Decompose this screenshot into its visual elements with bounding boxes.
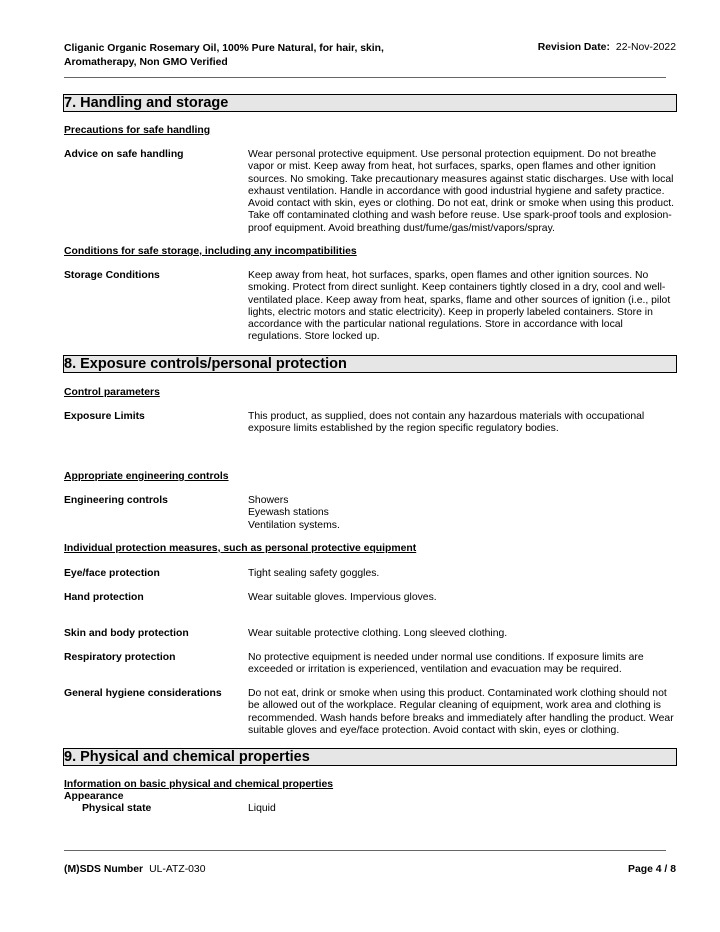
engineering-label: Engineering controls	[64, 495, 168, 506]
exposure-limits-label: Exposure Limits	[64, 411, 145, 422]
header-divider	[64, 77, 666, 78]
eye-protection-label: Eye/face protection	[64, 568, 160, 579]
basic-properties-heading: Information on basic physical and chemical properties	[64, 779, 334, 790]
product-title: Cliganic Organic Rosemary Oil, 100% Pure Natural, for hair, skin, Aromatherapy, Non GMO Verified	[64, 43, 384, 68]
conditions-heading: Conditions for safe storage, including any incompatibilities	[64, 246, 357, 257]
respiratory-protection-label: Respiratory protection	[64, 652, 176, 663]
engineering-item-eyewash: Eyewash stations	[248, 507, 329, 519]
engineering-list	[248, 495, 678, 532]
respiratory-protection-text: No protective equipment is needed under normal use conditions. If exposure limits are exceeded or irritation is experienced, ventilation and evacuation may be required.	[248, 652, 644, 676]
physical-state-value: Liquid	[248, 803, 276, 814]
exposure-limits-text: This product, as supplied, does not contain any hazardous materials with occupational exposure limits established by the region specific regulatory bodies.	[248, 411, 645, 435]
appearance-label: Appearance	[64, 791, 124, 802]
eye-protection-text: Tight sealing safety goggles.	[248, 568, 380, 579]
physical-state-label: Physical state	[82, 803, 152, 814]
sds-number	[64, 864, 206, 875]
footer-divider	[64, 850, 666, 851]
advice-label: Advice on safe handling	[64, 149, 184, 160]
hygiene-label: General hygiene considerations	[64, 688, 222, 699]
revision-date	[538, 42, 676, 53]
engineering-item-showers: Showers	[248, 495, 289, 506]
storage-label: Storage Conditions	[64, 270, 160, 281]
section-7-title: 7. Handling and storage	[63, 94, 677, 112]
engineering-heading: Appropriate engineering controls	[64, 471, 229, 482]
hand-protection-text: Wear suitable gloves. Impervious gloves.	[248, 592, 437, 603]
section-8-title: 8. Exposure controls/personal protection	[63, 355, 677, 373]
precautions-heading: Precautions for safe handling	[64, 125, 211, 136]
sds-number-value: UL-ATZ-030	[149, 864, 206, 875]
revision-date-value: 22-Nov-2022	[615, 42, 676, 53]
sds-number-label: (M)SDS Number	[64, 864, 144, 875]
section-9-title: 9. Physical and chemical properties	[63, 748, 677, 766]
hygiene-text: Do not eat, drink or smoke when using this product. Contaminated work clothing should not be allowed out of the workplace. Regular cleaning of equipment, work area and clothing is recommended. Wash hands before breaks and immediately after handling the product. Wear suitable gloves and eye/face protection. Avoid contact with skin, eyes or clothing.	[248, 688, 674, 736]
individual-protection-heading: Individual protection measures, such as personal protective equipment	[64, 543, 417, 554]
revision-label: Revision Date:	[537, 42, 610, 53]
control-parameters-heading: Control parameters	[64, 387, 160, 398]
hand-protection-label: Hand protection	[64, 592, 144, 603]
storage-text: Keep away from heat, hot surfaces, sparks, open flames and other ignition sources. No smoking. Protect from direct sunlight. Keep containers tightly closed in a dry, cool and well-ventilated place. Keep away from heat, sparks, flame and other sources of ignition (i.e., pilot lights, electric motors and static electricity). Keep in properly labeled containers. Store in accordance with the particular national regulations. Store in accordance with local regulations. Store locked up.	[248, 270, 671, 343]
page-number: Page 4 / 8	[628, 864, 676, 875]
engineering-item-ventilation: Ventilation systems.	[248, 519, 340, 531]
advice-text: Wear personal protective equipment. Use personal protection equipment. Do not breathe vapor or mist. Keep away from heat, hot surfaces, sparks, open flames and other ignition sources. No smoking. Take precautionary measures against static discharges. Use with local exhaust ventilation. Handle in accordance with good industrial hygiene and safety practice. Avoid contact with skin, eyes or clothing. Do not eat, drink or smoke when using this product. Take off contaminated clothing and wash before reuse. Use spark-proof tools and explosion-proof equipment. Avoid breathing dust/fume/gas/mist/vapors/spray.	[248, 149, 675, 234]
skin-protection-text: Wear suitable protective clothing. Long sleeved clothing.	[248, 628, 508, 639]
skin-protection-label: Skin and body protection	[64, 628, 189, 639]
